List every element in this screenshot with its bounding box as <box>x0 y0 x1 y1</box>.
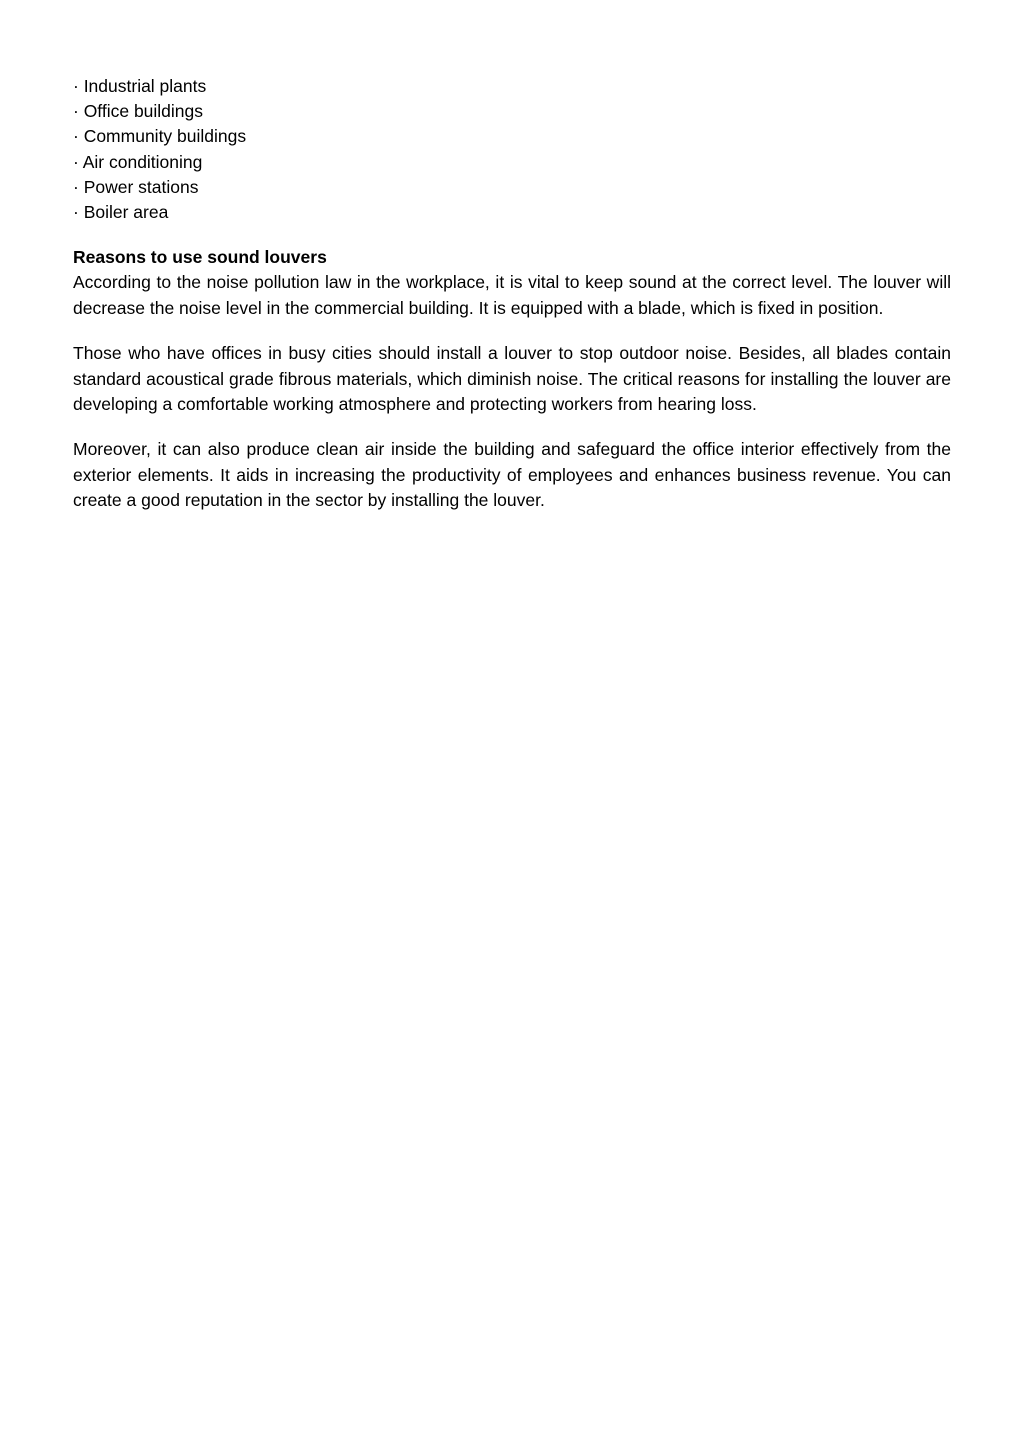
list-item: · Community buildings <box>73 126 247 147</box>
list-item: · Power stations <box>73 176 199 197</box>
paragraph: Moreover, it can also produce clean air inside the building and safeguard the office interior effectively from the exterior elements. It aids in increasing the productivity of employees and enhances business revenue. You can create a good reputation in the sector by installing the louver. <box>73 439 951 510</box>
list-item: · Boiler area <box>73 202 169 223</box>
paragraph: According to the noise pollution law in the workplace, it is vital to keep sound at the correct level. The louver will decrease the noise level in the commercial building. It is equipped with a blade, which is fixed in position. <box>73 272 951 318</box>
application-list <box>73 74 951 225</box>
list-item: · Office buildings <box>73 101 204 122</box>
document-page <box>73 74 951 513</box>
section-heading: Reasons to use sound louvers <box>73 247 327 268</box>
paragraph: Those who have offices in busy cities should install a louver to stop outdoor noise. Besides, all blades contain standard acoustical grade fibrous materials, which diminish noise. The critical reasons for installing the louver are developing a comfortable working atmosphere and protecting workers from hearing loss. <box>73 343 951 414</box>
list-item: · Industrial plants <box>73 76 207 96</box>
list-item: · Air conditioning <box>73 151 203 172</box>
